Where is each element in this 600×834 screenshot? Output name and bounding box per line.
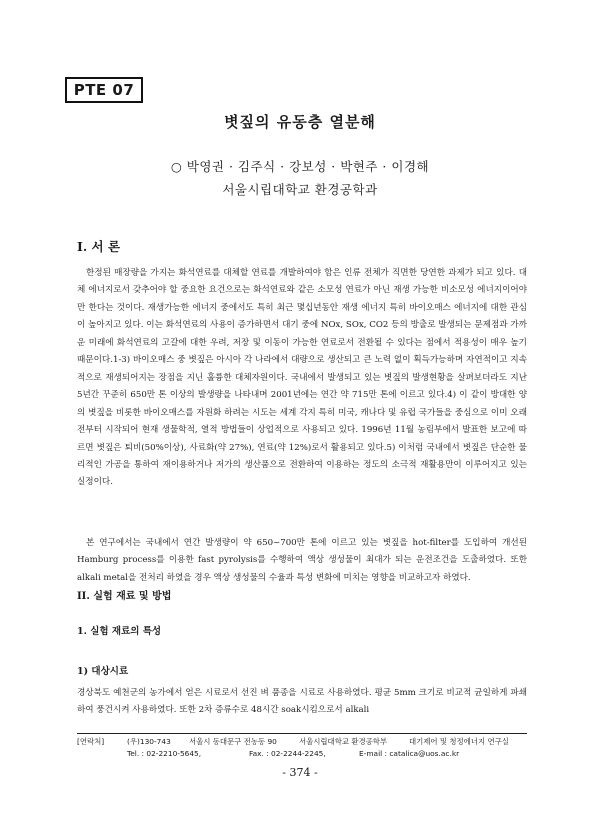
- methods-paragraph-1: 경상북도 예천군의 농가에서 얻은 시료로서 선진 벼 품종을 시료로 사용하였다. 평균 5mm 크기로 비교적 균일하게 파쇄하여 풍건시켜 사용하였다. 또한 2차 증류수로 48시간 soak시킴으로서 alkali: [77, 688, 527, 716]
- email: E-mail : catalica@uos.ac.kr: [359, 749, 460, 758]
- footer-rule: [77, 733, 527, 734]
- intro-paragraph-2: 본 연구에서는 국내에서 연간 발생량이 약 650~700만 톤에 이르고 있는 볏짚을 hot-filter를 도입하여 개선된 Hamburg process를 이용한 fast pyrolysis를 수행하여 액상 생성물이 최대가 되는 운전조건을 도출하였다. 또한 alkali metal을 전처리 하였을 경우 액상 생성물의 수율과 특성 변화에 미치는 영향을 비교하고자 하였다.: [77, 538, 527, 583]
- section-heading-methods: II. 실험 재료 및 방법: [77, 591, 172, 602]
- postal-code: (우)130-743: [127, 737, 171, 746]
- department: 서울시립대학교 환경공학부: [299, 737, 388, 746]
- address: 서울시 동대문구 전농동 90: [189, 737, 277, 746]
- subsubsection-heading-sample: 1) 대상시료: [77, 666, 129, 677]
- affiliation: 서울시립대학교 환경공학과: [222, 182, 378, 197]
- contact-label: [연락처]: [77, 737, 105, 746]
- section-heading-introduction: I. 서 론: [77, 239, 121, 254]
- methods-body: [77, 685, 527, 720]
- contact-footer: [77, 736, 527, 760]
- intro-body-2: [77, 535, 527, 587]
- paper-title: 볏짚의 유동층 열분해: [224, 113, 376, 131]
- author-list: ○ 박영권 · 김주식 · 강보성 · 박현주 · 이경해: [170, 159, 430, 174]
- intro-paragraph-1: 한정된 매장량을 가지는 화석연료를 대체할 연료를 개발하여야 함은 인류 전체가 직면한 당연한 과제가 되고 있다. 대체 에너지로서 갖추어야 할 중요한 요건으로는 화석연료와 같은 소모성 연료가 아닌 재생 가능한 비소모성 에너지이어야만 한다는 것이다. 재생가능한 에너지 중에서도 특히 최근 몇십년동안 재생 에너지 특히 바이오매스 에너지에 대한 관심이 높아지고 있다. 이는 화석연료의 사용이 증가하면서 대기 중에 NOx, SOx, CO2 등의 방출로 발생되는 문제점과 가까운 미래에 화석연료의 고갈에 대한 우려, 저장 및 이동이 가능한 연료로서 전환될 수 있다는 점에서 적용성이 매우 높기 때문이다.1-3) 바이오매스 중 볏짚은 아시아 각 나라에서 대량으로 생산되고 큰 노력 없이 획득가능하며 자연적이고 지속적으로 재생되어지는 장점을 지닌 훌륭한 대체자원이다. 국내에서 발생되고 있는 볏짚의 발생현황을 살펴보더라도 지난 5년간 꾸준히 650만 톤 이상의 발생량을 나타내며 2001년에는 연간 약 715만 톤에 이르고 있다.4) 이 같이 방대한 양의 볏짚을 비롯한 바이오매스를 자원화 하려는 시도는 세계 각지 특히 미국, 캐나다 및 유럽 국가들을 중심으로 이미 오래 전부터 시작되어 현재 생물학적, 열적 방법들이 상업적으로 사용되고 있다. 1996년 11월 농림부에서 발표한 보고에 따르면 볏짚은 퇴비(50%이상), 사료화(약 27%), 연료(약 12%)로서 활용되고 있다.5) 이처럼 국내에서 볏짚은 단순한 물리적인 가공을 통하여 재이용하거나 저가의 생산품으로 전환하여 이용하는 정도의 소극적 재활용만이 이루어지고 있는 실정이다.: [77, 268, 527, 488]
- lab-name: 대기제어 및 청정에너지 연구실: [409, 737, 509, 746]
- telephone: Tel. : 02-2210-5645,: [127, 749, 202, 758]
- fax: Fax. : 02-2244-2245,: [249, 749, 326, 758]
- subsection-heading-materials: 1. 실험 재료의 특성: [77, 626, 162, 637]
- intro-body: [77, 265, 527, 492]
- page-number: - 374 -: [282, 766, 318, 779]
- paper-tag: PTE 07: [65, 77, 143, 103]
